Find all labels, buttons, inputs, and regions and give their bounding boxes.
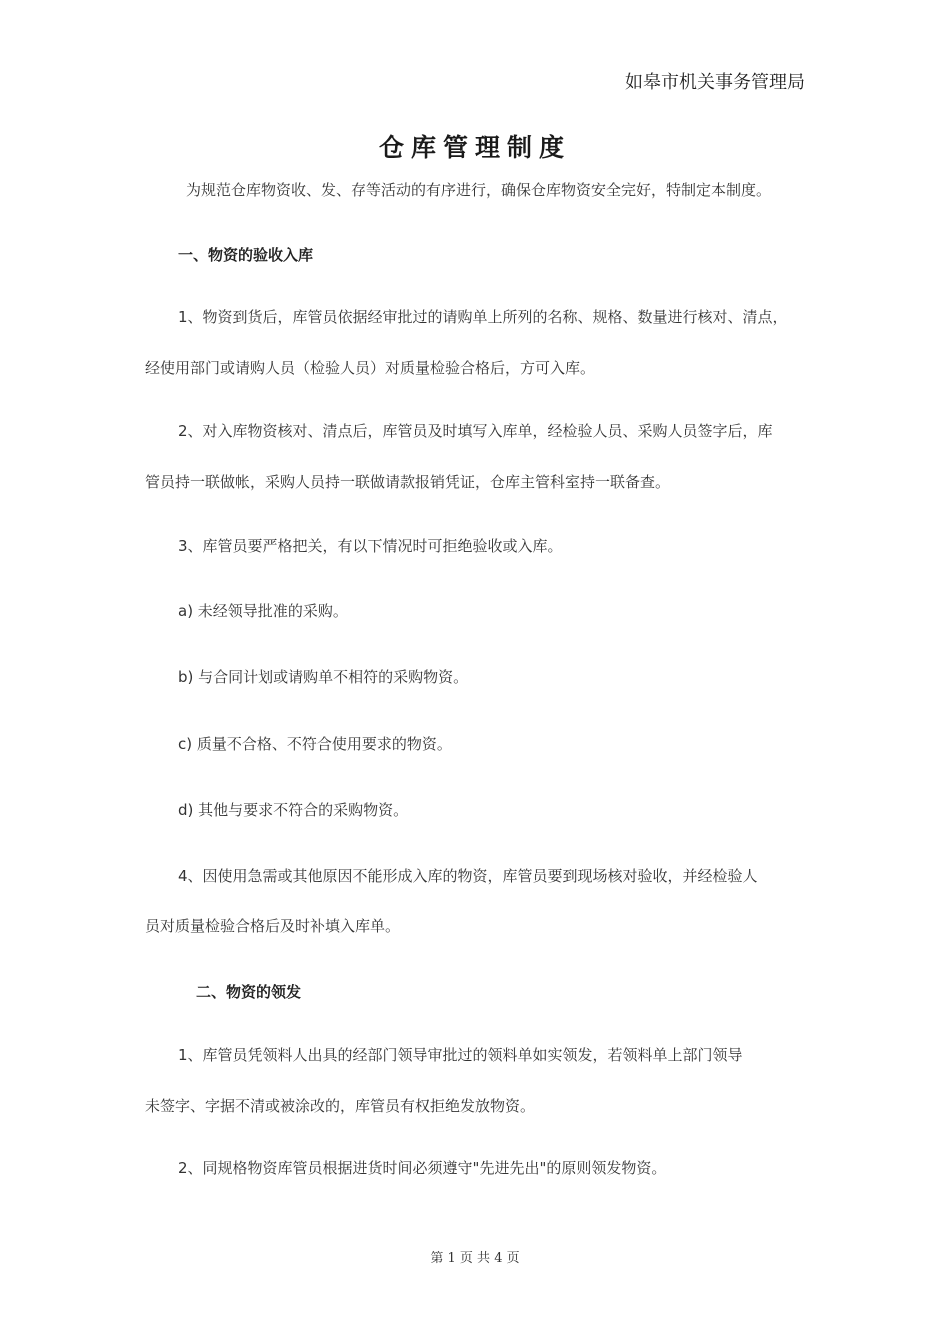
- section1-heading: 一、物资的验收入库: [178, 246, 314, 264]
- section1-item3-d: d) 其他与要求不符合的采购物资。: [178, 801, 409, 819]
- section2-item1-line1: 1、库管员凭领料人出具的经部门领导审批过的领料单如实领发，若领料单上部门领导: [178, 1046, 743, 1064]
- section2-item1-line2: 未签字、字据不清或被涂改的，库管员有权拒绝发放物资。: [145, 1097, 536, 1115]
- document-title: 仓库管理制度: [378, 133, 571, 162]
- section1-item4-line2: 员对质量检验合格后及时补填入库单。: [145, 917, 401, 935]
- intro-paragraph: 为规范仓库物资收、发、存等活动的有序进行，确保仓库物资安全完好，特制定本制度。: [186, 181, 772, 199]
- section1-item1-line2: 经使用部门或请购人员（检验人员）对质量检验合格后，方可入库。: [145, 359, 596, 377]
- section1-item4-line1: 4、因使用急需或其他原因不能形成入库的物资，库管员要到现场核对验收，并经检验人: [178, 867, 758, 885]
- section1-item1-line1: 1、物资到货后，库管员依据经审批过的请购单上所列的名称、规格、数量进行核对、清点，: [178, 308, 788, 326]
- section1-item3-c: c) 质量不合格、不符合使用要求的物资。: [178, 735, 452, 753]
- page-indicator: 第 1 页 共 4 页: [430, 1251, 520, 1266]
- section1-item3: 3、库管员要严格把关，有以下情况时可拒绝验收或入库。: [178, 537, 563, 555]
- section1-item3-b: b) 与合同计划或请购单不相符的采购物资。: [178, 668, 469, 686]
- section2-heading: 二、物资的领发: [196, 983, 302, 1001]
- section1-item2-line2: 管员持一联做帐，采购人员持一联做请款报销凭证，仓库主管科室持一联备查。: [145, 473, 671, 491]
- section1-item3-a: a) 未经领导批准的采购。: [178, 602, 348, 620]
- section1-item2-line1: 2、对入库物资核对、清点后，库管员及时填写入库单，经检验人员、采购人员签字后，库: [178, 422, 773, 440]
- organization-name: 如皋市机关事务管理局: [625, 72, 805, 93]
- section2-item2: 2、同规格物资库管员根据进货时间必须遵守"先进先出"的原则领发物资。: [178, 1159, 667, 1177]
